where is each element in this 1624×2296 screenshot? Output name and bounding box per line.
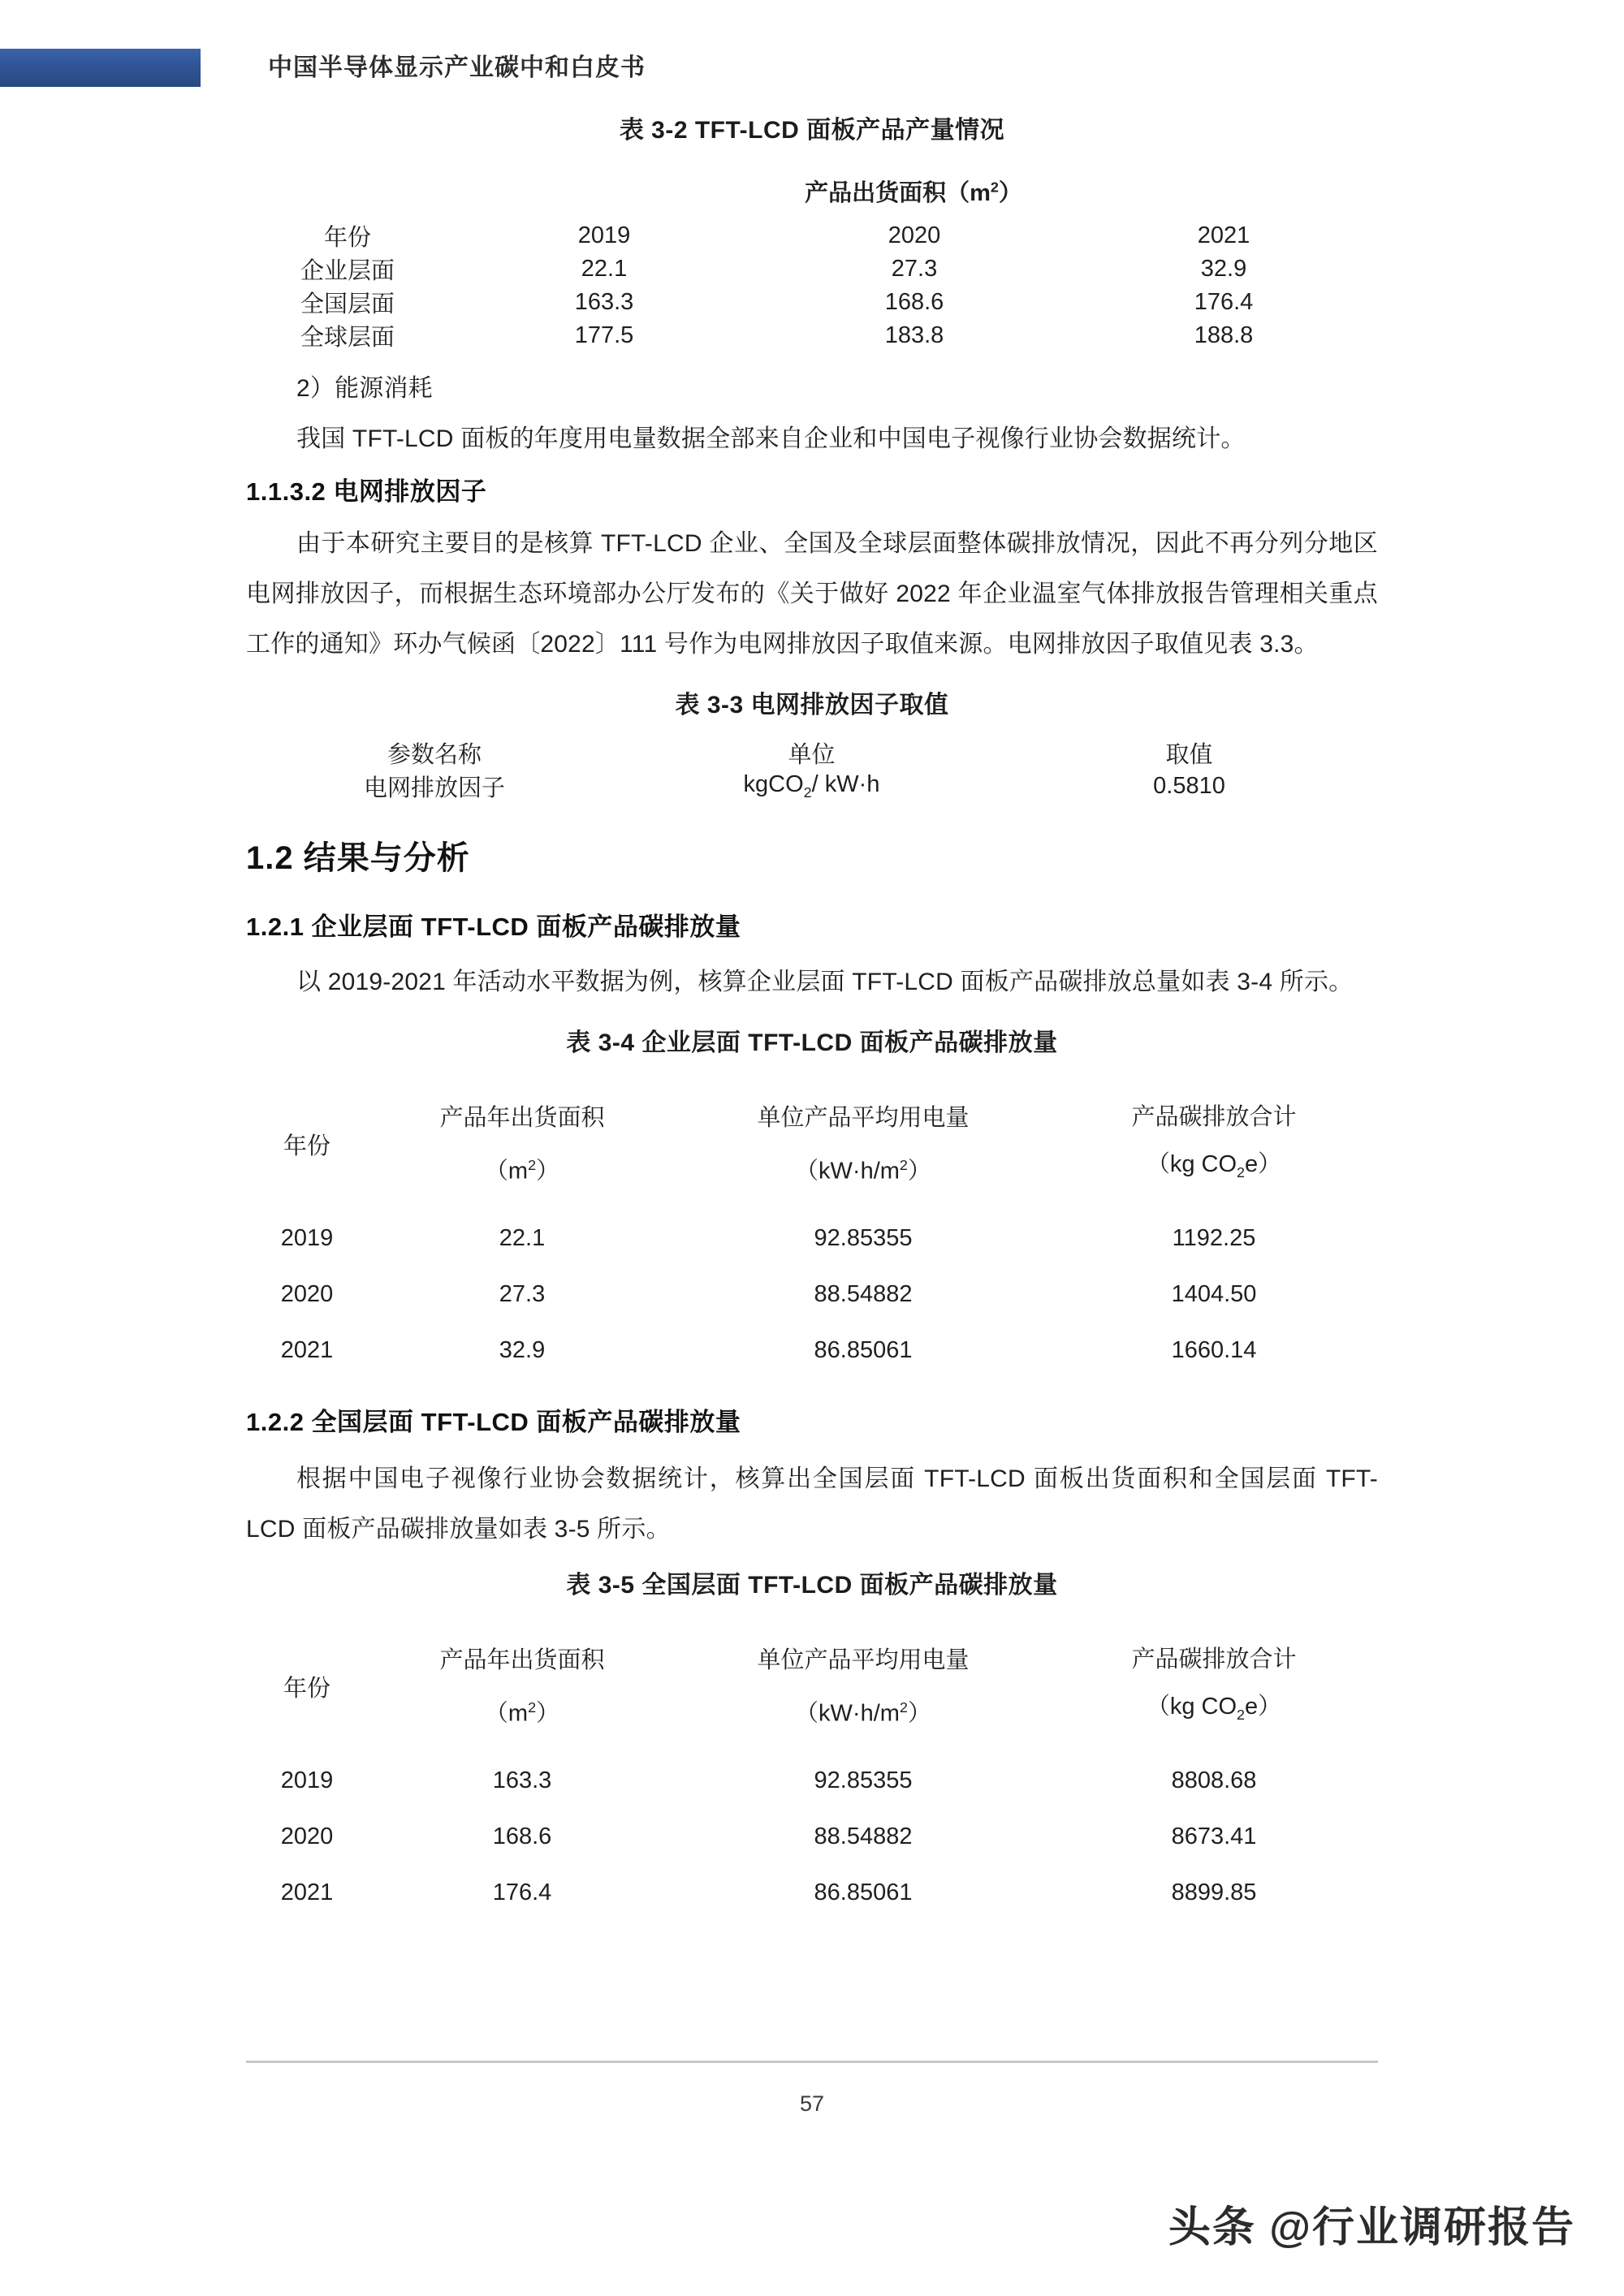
table-3-4-col-emission xyxy=(1050,1079,1378,1211)
table-row xyxy=(246,1323,1378,1379)
table-cell: 2021 xyxy=(280,1336,334,1363)
table-cell: 2019 xyxy=(280,1767,334,1793)
col-power-line2-tail: ） xyxy=(907,1158,931,1185)
col-area-line1: 产品年出货面积 xyxy=(439,1105,605,1132)
table-cell: 1404.50 xyxy=(1171,1280,1257,1307)
table-cell: 176.4 xyxy=(492,1879,552,1905)
table-cell: 163.3 xyxy=(574,289,634,315)
table-row xyxy=(246,219,1378,252)
col-power-line1: 单位产品平均用电量 xyxy=(757,1646,970,1673)
table-cell: 8808.68 xyxy=(1171,1767,1257,1793)
table-3-5 xyxy=(246,1621,1378,1921)
table-3-2-row-label: 企业层面 xyxy=(300,258,395,284)
table-3-2-row-label-header: 年份 xyxy=(323,225,371,251)
table-3-2-row-label: 全国层面 xyxy=(300,291,395,317)
col-emis-line2-sub: 2 xyxy=(1237,1706,1246,1723)
table-cell-unit xyxy=(623,770,1000,803)
table-3-3-col-unit: 单位 xyxy=(788,742,836,768)
col-area-line2-sup: 2 xyxy=(528,1698,537,1716)
table-cell: 1660.14 xyxy=(1171,1336,1257,1363)
heading-1-2: 1.2 结果与分析 xyxy=(246,840,470,876)
table-cell: 86.85061 xyxy=(814,1879,913,1905)
table-row xyxy=(246,1211,1378,1267)
energy-paragraph: 我国 TFT-LCD 面板的年度用电量数据全部来自企业和中国电子视像行业协会数据统计。 xyxy=(296,425,1246,452)
watermark: 头条 @行业调研报告 xyxy=(1168,2204,1575,2251)
col-power-line2-sup: 2 xyxy=(899,1698,908,1716)
table-3-5-col-area xyxy=(368,1621,676,1753)
footer-divider xyxy=(246,2061,1378,2063)
heading-1-2-2: 1.2.2 全国层面 TFT-LCD 面板产品碳排放量 xyxy=(246,1407,741,1436)
group-header-sup: 2 xyxy=(990,179,999,196)
table-cell: 电网排放因子 xyxy=(363,775,505,801)
energy-list-item: 2）能源消耗 xyxy=(296,375,433,402)
table-cell: 32.9 xyxy=(1200,256,1247,282)
table-3-5-col-power xyxy=(676,1621,1050,1753)
table-row xyxy=(246,1865,1378,1921)
table-3-4 xyxy=(246,1079,1378,1379)
table-row xyxy=(246,736,1378,770)
table-row xyxy=(246,163,1378,219)
table-cell: 168.6 xyxy=(492,1823,552,1849)
table-row xyxy=(246,319,1378,352)
table-3-2-group-header xyxy=(246,163,1378,219)
unit-tail: / kW·h xyxy=(811,771,880,798)
table-cell: 88.54882 xyxy=(814,1823,913,1849)
table-row xyxy=(246,1621,1378,1753)
table-row xyxy=(246,286,1378,319)
table-cell: 92.85355 xyxy=(814,1224,913,1251)
table-cell: 163.3 xyxy=(492,1767,552,1793)
group-header-text: 产品出货面积（m xyxy=(805,180,991,206)
col-power-line2-base: （kW·h/m xyxy=(795,1700,900,1727)
col-emis-line1: 产品碳排放合计 xyxy=(1131,1646,1297,1672)
table-3-4-col-year: 年份 xyxy=(283,1133,330,1160)
unit-base: kgCO xyxy=(743,771,804,798)
page-number: 57 xyxy=(799,2091,825,2116)
col-area-line2-base: （m xyxy=(484,1700,529,1727)
col-area-line2-sup: 2 xyxy=(528,1157,537,1174)
table-cell: 32.9 xyxy=(499,1336,546,1363)
table-cell: 22.1 xyxy=(499,1224,546,1251)
table-cell: 183.8 xyxy=(884,322,944,348)
table-3-5-caption: 表 3-5 全国层面 TFT-LCD 面板产品碳排放量 xyxy=(566,1571,1058,1599)
table-cell: 0.5810 xyxy=(1153,773,1225,799)
content-column xyxy=(246,0,1378,1921)
table-cell: 2019 xyxy=(280,1224,334,1251)
col-area-line2-tail: ） xyxy=(536,1700,560,1727)
col-emis-line2-tail: e） xyxy=(1245,1151,1282,1177)
col-power-line2-tail: ） xyxy=(907,1700,931,1727)
table-row xyxy=(246,1753,1378,1809)
table-cell: 92.85355 xyxy=(814,1767,913,1793)
paragraph-1-1-3-2: 由于本研究主要目的是核算 TFT-LCD 企业、全国及全球层面整体碳排放情况，因此不再分列分地区电网排放因子，而根据生态环境部办公厅发布的《关于做好 2022 年企业温室气体排放报告管理相关重点工作的通知》环办气候函〔2022〕111 号作为电网排放因子取值来源。电网排放因子取值见表 3.3。 xyxy=(246,530,1378,658)
col-area-line1: 产品年出货面积 xyxy=(439,1646,605,1673)
col-emis-line2-base: （kg CO xyxy=(1146,1151,1237,1177)
table-row xyxy=(246,1267,1378,1323)
table-cell: 176.4 xyxy=(1194,289,1254,315)
table-row xyxy=(246,1079,1378,1211)
header-accent-bar xyxy=(0,49,201,87)
header-title: 中国半导体显示产业碳中和白皮书 xyxy=(268,54,646,81)
col-area-line2-base: （m xyxy=(484,1158,529,1185)
paragraph-1-2-1: 以 2019-2021 年活动水平数据为例，核算企业层面 TFT-LCD 面板产品碳排放总量如表 3-4 所示。 xyxy=(296,969,1354,995)
col-emis-line2-base: （kg CO xyxy=(1146,1693,1237,1720)
table-cell: 188.8 xyxy=(1194,322,1254,348)
group-header-tail: ） xyxy=(998,180,1022,206)
table-cell: 2021 xyxy=(280,1879,334,1905)
heading-1-2-1: 1.2.1 企业层面 TFT-LCD 面板产品碳排放量 xyxy=(246,913,741,941)
table-3-2-col-2020: 2020 xyxy=(888,222,941,248)
table-row xyxy=(246,252,1378,286)
heading-1-1-3-2: 1.1.3.2 电网排放因子 xyxy=(246,477,487,506)
unit-sub: 2 xyxy=(803,783,812,801)
col-emis-line1: 产品碳排放合计 xyxy=(1131,1104,1297,1130)
table-3-3-caption: 表 3-3 电网排放因子取值 xyxy=(675,692,949,719)
table-row xyxy=(246,1809,1378,1865)
table-3-4-col-power xyxy=(676,1079,1050,1211)
table-cell: 2020 xyxy=(280,1823,334,1849)
table-row xyxy=(246,770,1378,803)
col-power-line2-sup: 2 xyxy=(899,1157,908,1174)
table-3-2-caption: 表 3-2 TFT-LCD 面板产品产量情况 xyxy=(619,117,1005,144)
table-3-2 xyxy=(246,163,1378,352)
table-3-3-col-name: 参数名称 xyxy=(387,742,482,768)
table-cell: 8673.41 xyxy=(1171,1823,1257,1849)
table-3-5-col-emission xyxy=(1050,1621,1378,1753)
table-cell: 22.1 xyxy=(581,256,628,282)
table-cell: 88.54882 xyxy=(814,1280,913,1307)
table-cell: 86.85061 xyxy=(814,1336,913,1363)
table-cell: 27.3 xyxy=(499,1280,546,1307)
table-cell: 8899.85 xyxy=(1171,1879,1257,1905)
table-cell: 1192.25 xyxy=(1172,1224,1256,1251)
table-3-2-col-2019: 2019 xyxy=(577,222,631,248)
col-emis-line2-tail: e） xyxy=(1245,1693,1282,1720)
col-emis-line2-sub: 2 xyxy=(1237,1163,1246,1180)
table-cell: 2020 xyxy=(280,1280,334,1307)
table-cell: 27.3 xyxy=(891,256,938,282)
table-cell: 177.5 xyxy=(574,322,634,348)
table-3-2-col-2021: 2021 xyxy=(1197,222,1250,248)
table-3-3-col-value: 取值 xyxy=(1165,742,1213,768)
paragraph-1-2-2: 根据中国电子视像行业协会数据统计，核算出全国层面 TFT-LCD 面板出货面积和全国层面 TFT-LCD 面板产品碳排放量如表 3-5 所示。 xyxy=(246,1465,1378,1543)
col-power-line1: 单位产品平均用电量 xyxy=(757,1105,970,1132)
col-area-line2-tail: ） xyxy=(536,1158,560,1185)
table-3-4-caption: 表 3-4 企业层面 TFT-LCD 面板产品碳排放量 xyxy=(566,1029,1058,1056)
col-power-line2-base: （kW·h/m xyxy=(795,1158,900,1185)
table-3-5-col-year: 年份 xyxy=(283,1676,330,1703)
table-3-4-col-area xyxy=(368,1079,676,1211)
table-3-3 xyxy=(246,736,1378,803)
table-cell: 168.6 xyxy=(884,289,944,315)
table-3-2-row-label: 全球层面 xyxy=(300,325,395,351)
